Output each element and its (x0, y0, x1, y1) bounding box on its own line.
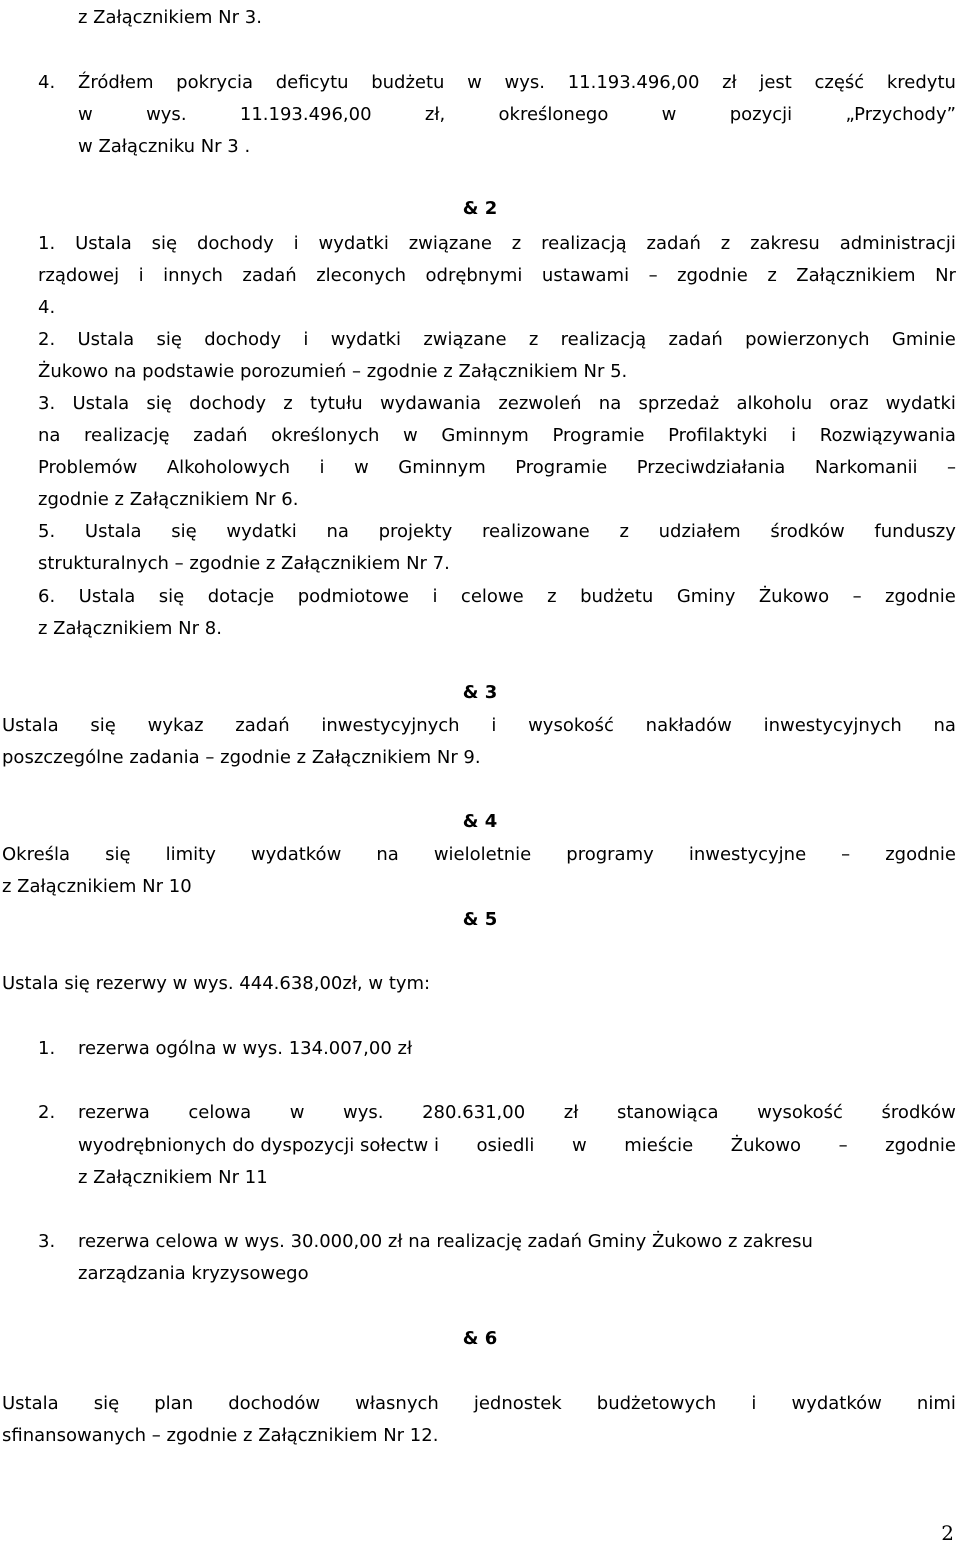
word: celowe (460, 586, 524, 607)
word: Ustala (75, 233, 132, 254)
paragraph-line: sfinansowanych – zgodnie z Załącznikiem Nr 12. (2, 1425, 439, 1446)
word: Gminie (891, 329, 956, 350)
word: rządowej (38, 265, 120, 286)
page-number: 2 (941, 1521, 954, 1545)
paragraph-line: z Załącznikiem Nr 8. (38, 618, 222, 639)
word: mieście (624, 1135, 694, 1156)
word: kredytu (886, 72, 956, 93)
paragraph-line: z Załącznikiem Nr 10 (2, 876, 192, 897)
word: 11.193.496,00 (239, 104, 372, 125)
word: i (432, 586, 438, 607)
word: zł, (424, 104, 446, 125)
word: – (648, 265, 658, 286)
justified-line (2, 715, 956, 737)
word: – (852, 586, 862, 607)
word: deficytu (275, 72, 349, 93)
word: środków (881, 1102, 956, 1123)
paragraph-line: strukturalnych – zgodnie z Załącznikiem Nr 7. (38, 553, 450, 574)
word: celowa (188, 1102, 252, 1123)
continuation-text: z Załącznikiem Nr 3. (78, 7, 262, 28)
word: na (38, 425, 61, 446)
word: podmiotowe (297, 586, 409, 607)
word: określonych (271, 425, 380, 446)
word: alkoholu (736, 393, 813, 414)
word: wydatki (318, 233, 389, 254)
word: w (403, 425, 418, 446)
word: – (841, 844, 851, 865)
word: budżetowych (596, 1393, 717, 1414)
word: w (354, 457, 369, 478)
word: wydatków (250, 844, 342, 865)
word: – (946, 457, 956, 478)
word: się (90, 715, 116, 736)
word: związane (408, 233, 492, 254)
word: Załącznikiem (796, 265, 916, 286)
justified-line (38, 457, 956, 479)
word: zł (563, 1102, 579, 1123)
word: zadań (242, 265, 297, 286)
word: wykaz (147, 715, 204, 736)
word: zadań (646, 233, 701, 254)
word: z (720, 233, 731, 254)
word: zgodnie (885, 1135, 956, 1156)
word: realizacją (560, 329, 647, 350)
item-number: 1. (38, 1038, 56, 1059)
word: dochody (196, 233, 274, 254)
word: wydawania (380, 393, 482, 414)
word: 280.631,00 (422, 1102, 526, 1123)
word: odrębnymi (425, 265, 523, 286)
word: na (326, 521, 349, 542)
paragraph-line: Ustala się rezerwy w wys. 444.638,00zł, w tym: (2, 973, 431, 994)
word: i (791, 425, 797, 446)
word: z (528, 329, 539, 350)
word: inwestycyjnych (321, 715, 460, 736)
word: się (105, 844, 131, 865)
word: Ustala (2, 1393, 59, 1414)
word: zleconych (316, 265, 407, 286)
justified-line (78, 1135, 956, 1157)
word: się (93, 1393, 120, 1414)
justified-line (38, 265, 956, 287)
word: Określa (2, 844, 71, 865)
word: wydatki (885, 393, 956, 414)
section-heading: & 3 (462, 682, 498, 703)
word: 6. (38, 586, 56, 607)
word: z (547, 586, 557, 607)
justified-line (38, 329, 956, 351)
word: w (571, 1135, 587, 1156)
word: zgodnie (677, 265, 748, 286)
word: wydatki (330, 329, 402, 350)
word: realizowane (481, 521, 590, 542)
word: ustawami (541, 265, 630, 286)
word: dochody (189, 393, 266, 414)
word: i (751, 1393, 757, 1414)
word: projekty (378, 521, 453, 542)
word: Gminnym (398, 457, 486, 478)
word: z (511, 233, 522, 254)
word: i (491, 715, 497, 736)
word: „Przychody” (845, 104, 956, 125)
word: realizację (84, 425, 170, 446)
section-heading: & 4 (462, 811, 498, 832)
word: się (156, 329, 182, 350)
word: Żukowo (758, 586, 830, 607)
justified-line (38, 425, 956, 447)
word: i (138, 265, 144, 286)
word: osiedli (476, 1135, 535, 1156)
word: na (598, 393, 622, 414)
word: Alkoholowych (166, 457, 291, 478)
word: limity (165, 844, 216, 865)
word: pokrycia (176, 72, 254, 93)
section-heading: & 6 (462, 1328, 498, 1349)
word: wys. (504, 72, 546, 93)
word: jest (759, 72, 792, 93)
word: z (619, 521, 629, 542)
word: programy (566, 844, 654, 865)
word: w (661, 104, 677, 125)
word: wyodrębnionych do dyspozycji sołectw i (78, 1135, 439, 1156)
word: realizacją (541, 233, 627, 254)
word: wys. (146, 104, 187, 125)
word: 5. (38, 521, 56, 542)
word: w (78, 104, 93, 125)
word: Rozwiązywania (819, 425, 956, 446)
word: Gminnym (441, 425, 529, 446)
word: i (293, 233, 299, 254)
paragraph-line: poszczególne zadania – zgodnie z Załącznikiem Nr 9. (2, 747, 481, 768)
paragraph-line: 4. (38, 297, 56, 318)
word: zadań (668, 329, 723, 350)
word: Profilaktyki (668, 425, 768, 446)
word: i (319, 457, 325, 478)
word: środków (770, 521, 845, 542)
paragraph-line: rezerwa celowa w wys. 30.000,00 zł na realizację zadań Gminy Żukowo z zakresu (78, 1231, 813, 1252)
word: 2. (38, 329, 56, 350)
justified-line (38, 393, 956, 415)
section-heading: & 2 (462, 198, 498, 219)
justified-line (2, 1393, 956, 1415)
word: Żukowo (730, 1135, 802, 1156)
word: 1. (38, 233, 56, 254)
item-number: 2. (38, 1102, 56, 1123)
word: Ustala (84, 521, 142, 542)
word: funduszy (874, 521, 956, 542)
word: innych (163, 265, 223, 286)
word: wysokość (757, 1102, 843, 1123)
word: Ustala (2, 715, 59, 736)
justified-line (78, 1102, 956, 1124)
word: zgodnie (885, 586, 956, 607)
word: – (838, 1135, 848, 1156)
word: oraz (829, 393, 869, 414)
word: pozycji (729, 104, 793, 125)
word: Ustala (77, 329, 135, 350)
word: Przeciwdziałania (636, 457, 786, 478)
paragraph-line: w Załączniku Nr 3 . (78, 136, 251, 157)
word: zakresu (750, 233, 820, 254)
section-heading: & 5 (462, 909, 498, 930)
word: wydatków (791, 1393, 882, 1414)
word: na (933, 715, 956, 736)
word: dotacje (207, 586, 275, 607)
item-number: 3. (38, 1231, 56, 1252)
word: tytułu (310, 393, 363, 414)
paragraph-line: rezerwa ogólna w wys. 134.007,00 zł (78, 1038, 413, 1059)
word: Ustala (78, 586, 136, 607)
paragraph-line: z Załącznikiem Nr 11 (78, 1167, 268, 1188)
word: wys. (343, 1102, 384, 1123)
word: plan (154, 1393, 194, 1414)
word: Programie (552, 425, 645, 446)
word: stanowiąca (616, 1102, 719, 1123)
item-number: 4. (38, 72, 56, 93)
word: zadań (193, 425, 248, 446)
word: rezerwa (78, 1102, 150, 1123)
word: się (158, 586, 185, 607)
justified-line (78, 104, 956, 126)
word: budżetu (580, 586, 654, 607)
word: się (151, 233, 178, 254)
word: budżetu (371, 72, 445, 93)
word: Gminy (676, 586, 736, 607)
word: Problemów (38, 457, 138, 478)
word: wysokość (528, 715, 614, 736)
word: nakładów (645, 715, 732, 736)
paragraph-line: zarządzania kryzysowego (78, 1263, 309, 1284)
paragraph-line: zgodnie z Załącznikiem Nr 6. (38, 489, 299, 510)
word: w (289, 1102, 305, 1123)
word: udziałem (658, 521, 741, 542)
word: się (171, 521, 197, 542)
word: 11.193.496,00 (567, 72, 700, 93)
word: z (767, 265, 777, 286)
word: zgodnie (885, 844, 956, 865)
word: zł (722, 72, 737, 93)
paragraph-line: Żukowo na podstawie porozumień – zgodnie z Załącznikiem Nr 5. (38, 361, 628, 382)
word: część (814, 72, 865, 93)
word: 3. (38, 393, 56, 414)
word: związane (423, 329, 507, 350)
word: powierzonych (745, 329, 870, 350)
word: zezwoleń (498, 393, 582, 414)
word: dochodów (228, 1393, 321, 1414)
word: dochody (204, 329, 282, 350)
word: zadań (235, 715, 290, 736)
word: Narkomanii (814, 457, 918, 478)
justified-line (2, 844, 956, 866)
word: na (376, 844, 399, 865)
word: inwestycyjne (688, 844, 807, 865)
word: sprzedaż (638, 393, 720, 414)
word: wydatki (226, 521, 297, 542)
word: i (303, 329, 309, 350)
word: Programie (515, 457, 608, 478)
word: administracji (839, 233, 956, 254)
justified-line (38, 521, 956, 543)
justified-line (38, 586, 956, 608)
word: określonego (498, 104, 609, 125)
word: inwestycyjnych (763, 715, 902, 736)
justified-line (78, 72, 956, 94)
word: jednostek (473, 1393, 562, 1414)
word: się (146, 393, 172, 414)
word: z (283, 393, 293, 414)
word: Nr (935, 265, 956, 286)
justified-line (38, 233, 956, 255)
word: w (467, 72, 482, 93)
word: wieloletnie (433, 844, 532, 865)
word: Ustala (72, 393, 130, 414)
word: Źródłem (78, 72, 154, 93)
word: nimi (916, 1393, 956, 1414)
word: własnych (355, 1393, 439, 1414)
